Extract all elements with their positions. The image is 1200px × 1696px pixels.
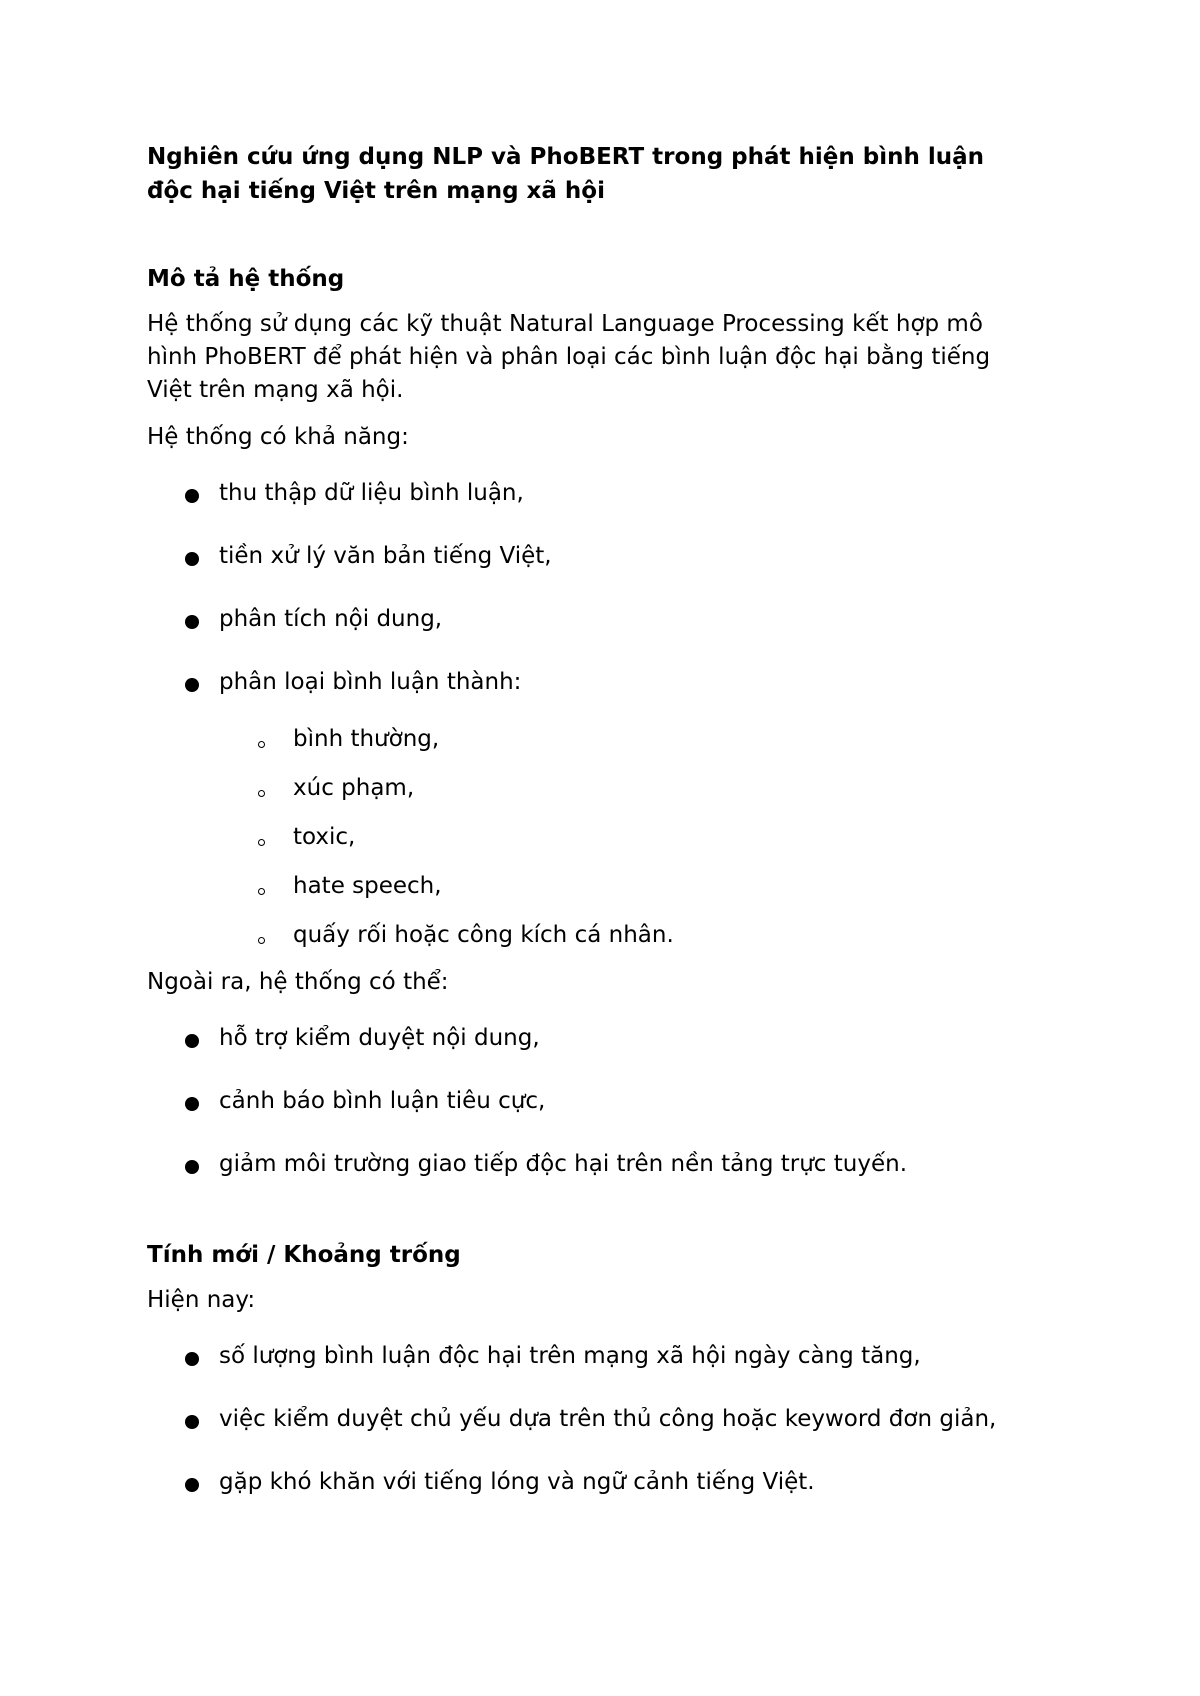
document-title-line-1: Nghiên cứu ứng dụng NLP và PhoBERT trong phát hiện bình luận bbox=[147, 144, 985, 170]
categories-list bbox=[147, 723, 1067, 952]
sub-list-item bbox=[147, 772, 1067, 805]
document-content bbox=[147, 140, 1067, 1499]
extras-intro: Ngoài ra, hệ thống có thể: bbox=[147, 969, 449, 995]
list-item bbox=[147, 477, 1067, 510]
list-item-text: hỗ trợ kiểm duyệt nội dung, bbox=[219, 1025, 540, 1051]
section-heading-novelty-gap: Tính mới / Khoảng trống bbox=[147, 1242, 461, 1268]
bullet-icon bbox=[185, 1034, 199, 1048]
sub-list-item bbox=[147, 919, 1067, 952]
bullet-icon bbox=[185, 678, 199, 692]
paragraph-line: hình PhoBERT để phát hiện và phân loại các bình luận độc hại bằng tiếng bbox=[147, 344, 991, 370]
document-title-line-2: độc hại tiếng Việt trên mạng xã hội bbox=[147, 178, 605, 204]
list-item-text: phân tích nội dung, bbox=[219, 606, 443, 632]
hollow-bullet-icon bbox=[258, 839, 265, 846]
list-item bbox=[147, 1340, 1067, 1373]
bullet-icon bbox=[185, 1352, 199, 1366]
sub-list-item bbox=[147, 723, 1067, 756]
list-item-text: phân loại bình luận thành: bbox=[219, 669, 522, 695]
paragraph-line: Hệ thống sử dụng các kỹ thuật Natural Language Processing kết hợp mô bbox=[147, 311, 983, 337]
hollow-bullet-icon bbox=[258, 888, 265, 895]
sub-list-item bbox=[147, 821, 1067, 854]
bullet-icon bbox=[185, 489, 199, 503]
list-item-text: giảm môi trường giao tiếp độc hại trên nền tảng trực tuyến. bbox=[219, 1151, 908, 1177]
list-item bbox=[147, 1466, 1067, 1499]
list-item bbox=[147, 1148, 1067, 1181]
section-heading-system-description: Mô tả hệ thống bbox=[147, 266, 345, 292]
list-item-text: gặp khó khăn với tiếng lóng và ngữ cảnh tiếng Việt. bbox=[219, 1469, 815, 1495]
list-item bbox=[147, 666, 1067, 699]
list-item-text: thu thập dữ liệu bình luận, bbox=[219, 480, 524, 506]
list-item bbox=[147, 540, 1067, 573]
list-item-text: cảnh báo bình luận tiêu cực, bbox=[219, 1088, 546, 1114]
bullet-icon bbox=[185, 1097, 199, 1111]
hollow-bullet-icon bbox=[258, 741, 265, 748]
sub-list-item bbox=[147, 870, 1067, 903]
hollow-bullet-icon bbox=[258, 790, 265, 797]
list-item-text: số lượng bình luận độc hại trên mạng xã hội ngày càng tăng, bbox=[219, 1343, 921, 1369]
sub-list-item-text: xúc phạm, bbox=[293, 775, 415, 801]
novelty-intro: Hiện nay: bbox=[147, 1287, 256, 1313]
list-item bbox=[147, 1403, 1067, 1436]
list-item bbox=[147, 1022, 1067, 1055]
novelty-list bbox=[147, 1340, 1067, 1499]
sub-list-item-text: quấy rối hoặc công kích cá nhân. bbox=[293, 922, 674, 948]
list-item-text: việc kiểm duyệt chủ yếu dựa trên thủ công hoặc keyword đơn giản, bbox=[219, 1406, 997, 1432]
sub-list-item-text: bình thường, bbox=[293, 726, 440, 752]
sub-list-item-text: toxic, bbox=[293, 824, 356, 850]
paragraph-line: Việt trên mạng xã hội. bbox=[147, 377, 404, 403]
system-description-paragraph bbox=[147, 308, 1067, 407]
list-item bbox=[147, 1085, 1067, 1118]
bullet-icon bbox=[185, 552, 199, 566]
bullet-icon bbox=[185, 1160, 199, 1174]
extras-list bbox=[147, 1022, 1067, 1181]
bullet-icon bbox=[185, 1415, 199, 1429]
sub-list-item-text: hate speech, bbox=[293, 873, 442, 899]
document-title bbox=[147, 140, 1067, 208]
bullet-icon bbox=[185, 615, 199, 629]
bullet-icon bbox=[185, 1478, 199, 1492]
capabilities-intro: Hệ thống có khả năng: bbox=[147, 424, 409, 450]
list-item bbox=[147, 603, 1067, 636]
hollow-bullet-icon bbox=[258, 937, 265, 944]
capabilities-list bbox=[147, 477, 1067, 699]
list-item-text: tiền xử lý văn bản tiếng Việt, bbox=[219, 543, 552, 569]
